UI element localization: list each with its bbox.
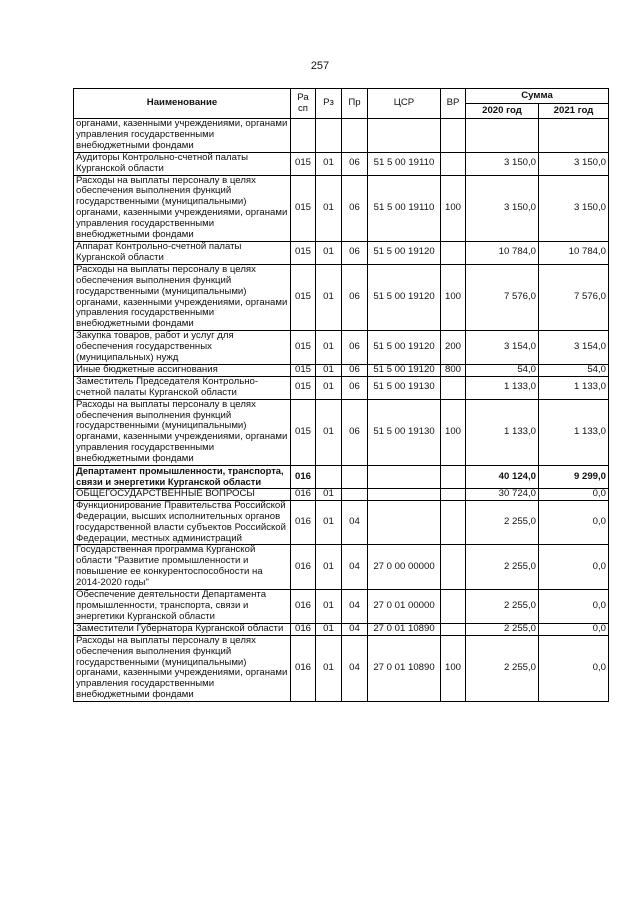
row-csr [368,466,441,489]
row-2020 [466,119,539,153]
row-vr [441,623,466,635]
row-2020: 7 576,0 [466,264,539,330]
row-ra: 016 [291,635,316,701]
row-2020: 1 133,0 [466,376,539,399]
row-ra: 016 [291,466,316,489]
row-csr: 51 5 00 19120 [368,331,441,365]
row-2021: 3 154,0 [539,331,609,365]
row-rz: 01 [316,175,342,241]
row-name: Заместители Губернатора Курганской области [74,623,291,635]
row-pr [342,119,368,153]
row-name: органами, казенными учреждениями, органами управления государственными внебюджетными фондами [74,119,291,153]
row-pr: 06 [342,399,368,465]
row-2021: 3 150,0 [539,175,609,241]
row-2021: 0,0 [539,635,609,701]
row-vr [441,241,466,264]
row-pr: 06 [342,152,368,175]
row-csr: 51 5 00 19110 [368,152,441,175]
row-ra: 015 [291,364,316,376]
row-rz: 01 [316,488,342,500]
table-row [74,376,609,399]
row-rz: 01 [316,590,342,624]
row-vr [441,119,466,153]
row-2021: 7 576,0 [539,264,609,330]
table-row [74,545,609,590]
table-body [74,119,609,702]
row-vr [441,590,466,624]
row-2020: 10 784,0 [466,241,539,264]
row-vr: 200 [441,331,466,365]
row-csr: 51 5 00 19110 [368,175,441,241]
row-2021 [539,119,609,153]
row-2020: 2 255,0 [466,590,539,624]
row-pr: 06 [342,331,368,365]
table-row [74,623,609,635]
row-rz: 01 [316,364,342,376]
row-2021: 1 133,0 [539,376,609,399]
header-2021: 2021 год [539,104,609,119]
row-2020: 2 255,0 [466,635,539,701]
table-row [74,264,609,330]
table-row [74,635,609,701]
row-2020: 3 150,0 [466,175,539,241]
row-ra: 015 [291,399,316,465]
row-name: ОБЩЕГОСУДАРСТВЕННЫЕ ВОПРОСЫ [74,488,291,500]
table-row [74,500,609,545]
row-csr: 27 0 01 10890 [368,635,441,701]
row-name: Функционирование Правительства Российской Федерации, высших исполнительных органов государственной власти субъектов Российской Федерации, местных администраций [74,500,291,545]
row-ra: 015 [291,241,316,264]
header-2020: 2020 год [466,104,539,119]
row-2021: 3 150,0 [539,152,609,175]
row-rz [316,466,342,489]
row-pr: 06 [342,175,368,241]
row-csr: 51 5 00 19120 [368,241,441,264]
row-ra [291,119,316,153]
row-pr: 06 [342,376,368,399]
row-name: Государственная программа Курганской области "Развитие промышленности и повышение ее конкурентоспособности на 2014-2020 годы" [74,545,291,590]
row-pr: 06 [342,264,368,330]
row-csr: 51 5 00 19130 [368,376,441,399]
header-pr: Пр [342,89,368,119]
row-csr: 51 5 00 19120 [368,364,441,376]
table-row [74,399,609,465]
row-rz: 01 [316,635,342,701]
row-pr: 04 [342,500,368,545]
row-name: Иные бюджетные ассигнования [74,364,291,376]
row-pr [342,466,368,489]
row-2020: 3 154,0 [466,331,539,365]
row-vr [441,466,466,489]
row-2021: 0,0 [539,500,609,545]
row-ra: 016 [291,590,316,624]
row-rz [316,119,342,153]
row-2020: 2 255,0 [466,545,539,590]
row-name: Департамент промышленности, транспорта, связи и энергетики Курганской области [74,466,291,489]
row-2020: 2 255,0 [466,500,539,545]
row-pr: 04 [342,545,368,590]
row-name: Расходы на выплаты персоналу в целях обеспечения выполнения функций государственными (муниципальными) органами, казенными учреждениями, органами управления государственными внебюджетными фондами [74,399,291,465]
row-vr [441,488,466,500]
row-pr: 06 [342,364,368,376]
row-csr [368,119,441,153]
row-ra: 015 [291,152,316,175]
table-row [74,364,609,376]
row-2021: 0,0 [539,590,609,624]
row-rz: 01 [316,623,342,635]
row-csr: 51 5 00 19120 [368,264,441,330]
row-2020: 30 724,0 [466,488,539,500]
row-csr [368,500,441,545]
table-row [74,241,609,264]
row-2020: 1 133,0 [466,399,539,465]
row-ra: 015 [291,175,316,241]
table-row [74,488,609,500]
row-csr: 27 0 00 00000 [368,545,441,590]
row-vr: 100 [441,175,466,241]
table-row [74,152,609,175]
page-number: 257 [310,60,330,72]
row-vr [441,152,466,175]
row-csr [368,488,441,500]
table-row [74,175,609,241]
row-2021: 0,0 [539,545,609,590]
row-name: Аудиторы Контрольно-счетной палаты Курганской области [74,152,291,175]
row-2021: 1 133,0 [539,399,609,465]
header-vr: ВР [441,89,466,119]
header-csr: ЦСР [368,89,441,119]
row-vr: 100 [441,264,466,330]
row-vr [441,376,466,399]
header-ra: Ра сп [291,89,316,119]
row-pr: 04 [342,623,368,635]
row-pr: 04 [342,590,368,624]
row-name: Обеспечение деятельности Департамента промышленности, транспорта, связи и энергетики Курганской области [74,590,291,624]
row-name: Заместитель Председателя Контрольно-счетной палаты Курганской области [74,376,291,399]
row-ra: 015 [291,264,316,330]
table-row [74,331,609,365]
row-2021: 0,0 [539,623,609,635]
row-csr: 27 0 01 00000 [368,590,441,624]
table-row [74,119,609,153]
row-2020: 54,0 [466,364,539,376]
row-2020: 40 124,0 [466,466,539,489]
row-vr [441,500,466,545]
budget-table [73,88,609,702]
row-rz: 01 [316,264,342,330]
row-rz: 01 [316,376,342,399]
row-ra: 015 [291,331,316,365]
row-rz: 01 [316,241,342,264]
row-vr [441,545,466,590]
row-vr: 800 [441,364,466,376]
header-sum: Сумма [466,89,609,104]
row-rz: 01 [316,331,342,365]
row-ra: 016 [291,545,316,590]
table-row [74,590,609,624]
row-2021: 10 784,0 [539,241,609,264]
row-name: Аппарат Контрольно-счетной палаты Курганской области [74,241,291,264]
row-2020: 3 150,0 [466,152,539,175]
header-rz: Рз [316,89,342,119]
row-ra: 016 [291,488,316,500]
row-ra: 015 [291,376,316,399]
row-pr: 04 [342,635,368,701]
row-pr [342,488,368,500]
row-2021: 54,0 [539,364,609,376]
row-csr: 27 0 01 10890 [368,623,441,635]
row-rz: 01 [316,399,342,465]
row-pr: 06 [342,241,368,264]
row-name: Расходы на выплаты персоналу в целях обеспечения выполнения функций государственными (муниципальными) органами, казенными учреждениями, органами управления государственными внебюджетными фондами [74,264,291,330]
row-rz: 01 [316,500,342,545]
row-vr: 100 [441,399,466,465]
row-2021: 0,0 [539,488,609,500]
row-2020: 2 255,0 [466,623,539,635]
row-name: Расходы на выплаты персоналу в целях обеспечения выполнения функций государственными (муниципальными) органами, казенными учреждениями, органами управления государственными внебюджетными фондами [74,175,291,241]
row-name: Расходы на выплаты персоналу в целях обеспечения выполнения функций государственными (муниципальными) органами, казенными учреждениями, органами управления государственными внебюджетными фондами [74,635,291,701]
row-name: Закупка товаров, работ и услуг для обеспечения государственных (муниципальных) нужд [74,331,291,365]
table-row [74,466,609,489]
row-ra: 016 [291,500,316,545]
header-name: Наименование [74,89,291,119]
row-ra: 016 [291,623,316,635]
row-vr: 100 [441,635,466,701]
row-csr: 51 5 00 19130 [368,399,441,465]
row-rz: 01 [316,545,342,590]
row-2021: 9 299,0 [539,466,609,489]
row-rz: 01 [316,152,342,175]
